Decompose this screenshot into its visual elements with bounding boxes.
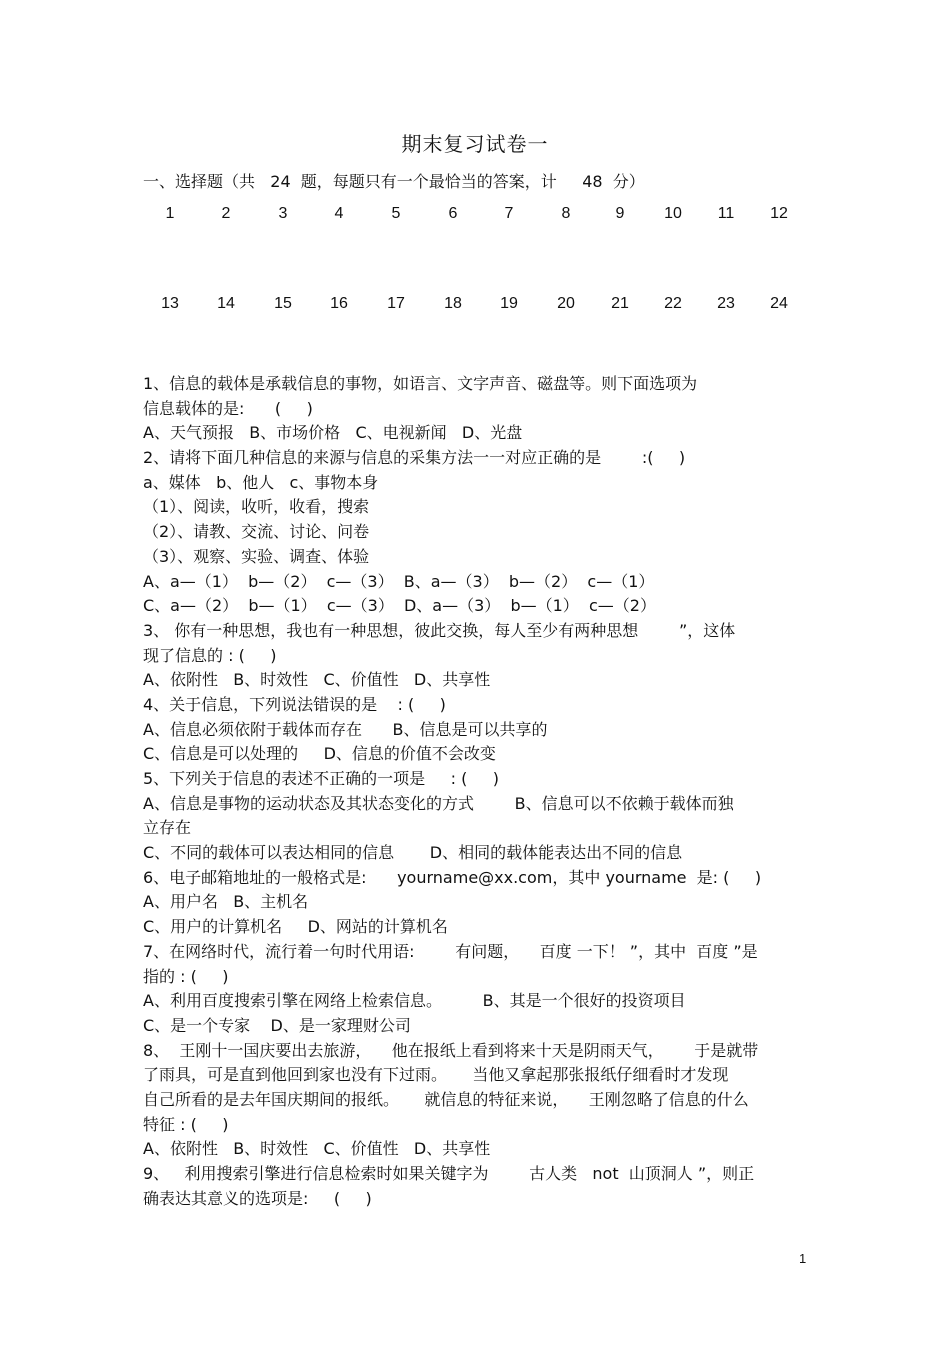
text-line: C、信息是可以处理的 D、信息的价值不会改变 [143, 744, 496, 764]
answer-number: 16 [330, 295, 348, 312]
text-line: 5、下列关于信息的表述不正确的一项是 : ( ) [143, 769, 500, 788]
page-title: 期末复习试卷一 [401, 132, 549, 156]
answer-number: 13 [161, 295, 179, 312]
answer-grid-row-2 [143, 295, 803, 319]
text-line: （2）、请教、交流、讨论、问卷 [143, 522, 370, 542]
answer-number: 15 [274, 295, 292, 312]
answer-number: 8 [561, 205, 571, 222]
text-line: A、依附性 B、时效性 C、价值性 D、共享性 [143, 670, 491, 690]
answer-number: 2 [221, 205, 231, 222]
text-line: 4、关于信息，下列说法错误的是 : ( ) [143, 694, 446, 714]
answer-number: 5 [391, 205, 401, 222]
answer-number: 12 [770, 205, 788, 222]
answer-number: 17 [387, 295, 405, 312]
answer-number: 11 [717, 205, 735, 222]
text-line: C、用户的计算机名 D、网站的计算机名 [143, 917, 448, 937]
text-line: （3）、观察、实验、调查、体验 [143, 546, 370, 566]
text-line: A、利用百度搜索引擎在网络上检索信息。 B、其是一个很好的投资项目 [143, 991, 686, 1011]
text-line: A、天气预报 B、市场价格 C、电视新闻 D、光盘 [143, 423, 523, 443]
text-line: 现了信息的 : ( ) [143, 645, 277, 665]
text-line: C、a—（2） b—（1） c—（3） D、a—（3） b—（1） c—（2） [143, 596, 656, 616]
text-line: 确表达其意义的选项是: ( ) [143, 1188, 372, 1208]
section-header: 一、选择题（共 24 题，每题只有一个最恰当的答案，计 48 分） [143, 172, 645, 191]
text-line: A、信息必须依附于载体而存在 B、信息是可以共享的 [143, 719, 548, 739]
answer-number: 4 [334, 205, 344, 222]
answer-number: 10 [664, 205, 682, 222]
text-line: 1、信息的载体是承载信息的事物，如语言、文字声音、磁盘等。则下面选项为 [143, 374, 698, 393]
text-line: A、依附性 B、时效性 C、价值性 D、共享性 [143, 1139, 491, 1159]
text-line: 自己所看的是去年国庆期间的报纸。 就信息的特征来说， 王刚忽略了信息的什么 [143, 1089, 749, 1109]
answer-number: 1 [165, 205, 175, 222]
answer-number: 21 [611, 295, 629, 312]
text-line: 特征 : ( ) [143, 1114, 229, 1134]
text-line: （1）、阅读，收听，收看，搜索 [143, 497, 370, 517]
answer-number: 20 [557, 295, 575, 312]
text-line: 6、电子邮箱地址的一般格式是: yourname@xx.com，其中 yourname 是: ( ) [143, 867, 762, 887]
answer-number: 6 [448, 205, 458, 222]
text-line: 指的 : ( ) [143, 966, 229, 986]
answer-number: 9 [615, 205, 625, 222]
text-line: 3、 你有一种思想，我也有一种思想，彼此交换，每人至少有两种思想 ”，这体 [143, 620, 736, 640]
text-line: 了雨具，可是直到他回到家也没有下过雨。 当他又拿起那张报纸仔细看时才发现 [143, 1065, 729, 1085]
text-line: a、媒体 b、他人 c、事物本身 [143, 472, 379, 492]
answer-number: 18 [444, 295, 462, 312]
text-line: 9、 利用搜索引擎进行信息检索时如果关键字为 古人类 not 山顶洞人 ”，则正 [143, 1164, 755, 1183]
text-line: A、a—（1） b—（2） c—（3） B、a—（3） b—（2） c—（1） [143, 571, 655, 591]
answer-number: 19 [500, 295, 518, 312]
answer-number: 23 [717, 295, 735, 312]
text-line: 信息载体的是: ( ) [143, 398, 313, 418]
answer-number: 7 [504, 205, 514, 222]
page-number: 1 [799, 1251, 807, 1266]
text-line: C、是一个专家 D、是一家理财公司 [143, 1015, 411, 1035]
text-line: A、用户名 B、主机名 [143, 892, 309, 912]
answer-number: 14 [217, 295, 235, 312]
text-line: C、不同的载体可以表达相同的信息 D、相同的载体能表达出不同的信息 [143, 843, 683, 863]
text-line: A、信息是事物的运动状态及其状态变化的方式 B、信息可以不依赖于载体而独 [143, 793, 734, 813]
text-line: 7、在网络时代，流行着一句时代用语: 有问题， 百度 一下！ ”，其中 百度 ”是 [143, 941, 758, 961]
answer-number: 3 [278, 205, 288, 222]
text-line: 2、请将下面几种信息的来源与信息的采集方法一一对应正确的是 :( ) [143, 448, 686, 468]
text-line: 8、 王刚十一国庆要出去旅游， 他在报纸上看到将来十天是阴雨天气， 于是就带 [143, 1040, 759, 1060]
text-line: 立存在 [143, 818, 192, 838]
answer-number: 22 [664, 295, 682, 312]
answer-number: 24 [770, 295, 788, 312]
answer-grid-row-1 [143, 205, 803, 229]
question-body [143, 372, 808, 1211]
